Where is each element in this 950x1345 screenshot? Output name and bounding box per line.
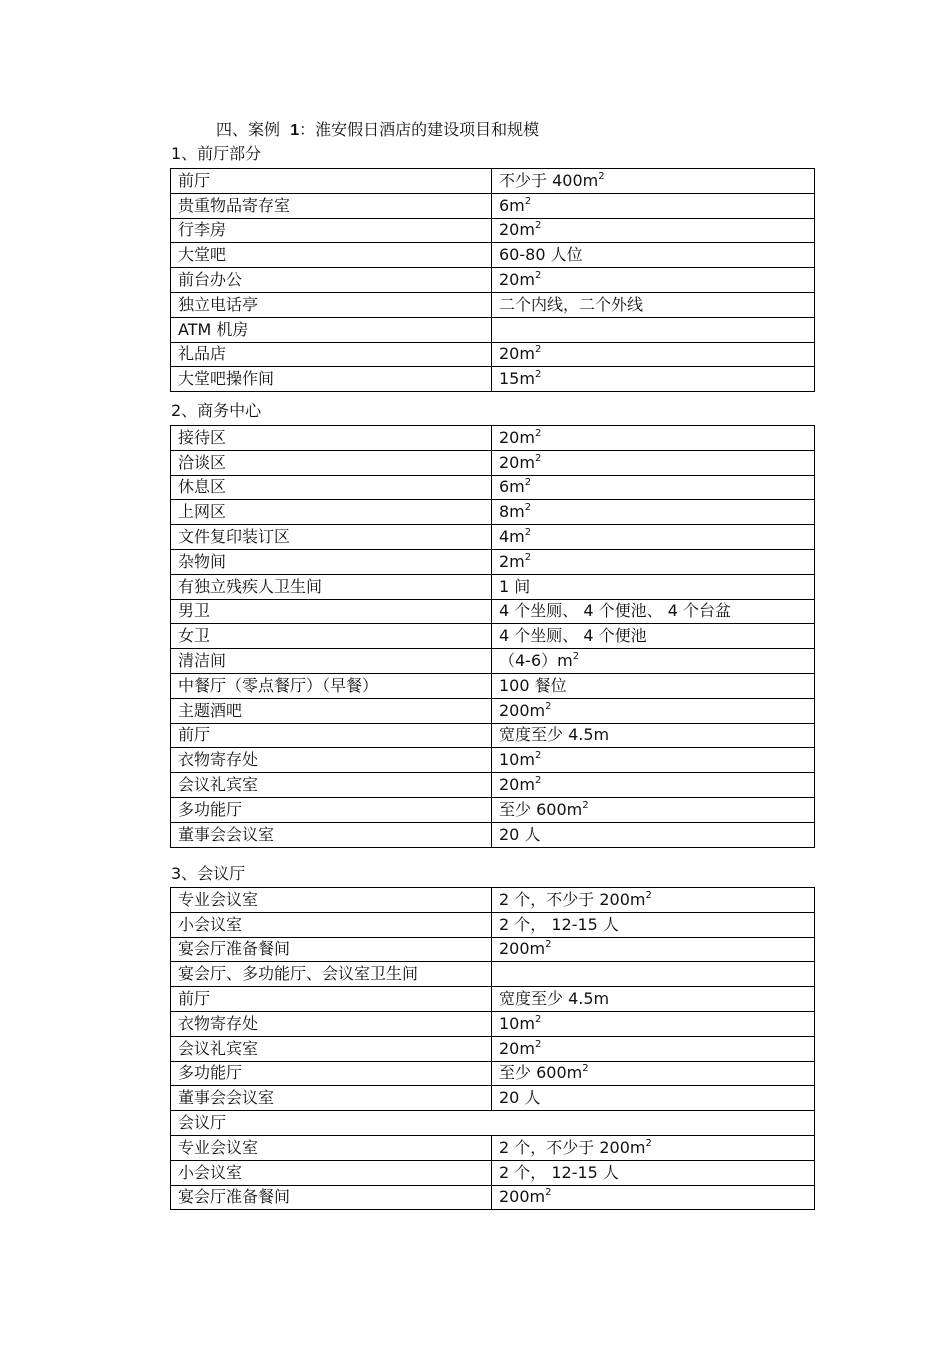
business-center-table: [170, 425, 815, 848]
room-name-cell: 杂物间: [171, 549, 492, 574]
table-row: [171, 888, 815, 913]
table-row: [171, 574, 815, 599]
room-name-cell: 男卫: [171, 599, 492, 624]
page-title: [216, 119, 539, 142]
room-name-cell: 小会议室: [171, 912, 492, 937]
room-name-cell: 多功能厅: [171, 1061, 492, 1086]
room-size-cell: [492, 525, 815, 550]
room-size-cell: [492, 268, 815, 293]
room-name-cell: ATM 机房: [171, 317, 492, 342]
title-text: ：淮安假日酒店的建设项目和规模: [299, 120, 540, 139]
room-size-cell: [492, 962, 815, 987]
room-size-cell: [492, 292, 815, 317]
room-size-value: 200m: [499, 700, 546, 720]
room-size-cell: [492, 367, 815, 392]
table-row: [171, 748, 815, 773]
room-name-cell: 洽谈区: [171, 450, 492, 475]
room-name-cell: 休息区: [171, 475, 492, 500]
table-row: [171, 962, 815, 987]
table-row: [171, 673, 815, 698]
table-row: [171, 698, 815, 723]
room-name-cell: 文件复印装订区: [171, 525, 492, 550]
room-size-cell: [492, 475, 815, 500]
unit-superscript: 2: [534, 270, 542, 282]
room-size-cell: [492, 599, 815, 624]
room-size-value: 20m: [499, 452, 535, 472]
table-row: [171, 549, 815, 574]
table-row: [171, 1061, 815, 1086]
unit-superscript: 2: [645, 889, 652, 901]
unit-superscript: 2: [524, 527, 532, 539]
table-row: [171, 525, 815, 550]
room-name-cell: 衣物寄存处: [171, 1011, 492, 1036]
table-row: [171, 1111, 815, 1136]
room-name-cell: 前厅: [171, 169, 492, 194]
room-size-cell: [492, 987, 815, 1012]
room-name-cell: 专业会议室: [171, 1135, 492, 1160]
room-name-cell: 宴会厅准备餐间: [171, 937, 492, 962]
unit-superscript: 2: [572, 651, 580, 663]
room-size-cell: [492, 169, 815, 194]
section-heading-front-office: 1、前厅部分: [171, 144, 262, 163]
unit-superscript: 2: [534, 1038, 542, 1050]
unit-superscript: 2: [598, 170, 605, 182]
room-name-cell: 礼品店: [171, 342, 492, 367]
table-row: [171, 773, 815, 798]
table-row: [171, 169, 815, 194]
room-size-cell: [492, 888, 815, 913]
room-size-value: 10m: [499, 1013, 535, 1033]
room-size-value: 20m: [499, 1038, 535, 1058]
room-name-cell: 女卫: [171, 624, 492, 649]
room-size-cell: [492, 773, 815, 798]
table-row: [171, 500, 815, 525]
room-name-cell: 有独立残疾人卫生间: [171, 574, 492, 599]
unit-superscript: 2: [534, 452, 542, 464]
room-size-cell: [492, 1185, 815, 1210]
room-size-value: 2 个，不少于 200m: [499, 889, 646, 909]
table-row: [171, 1011, 815, 1036]
room-name-cell: 专业会议室: [171, 888, 492, 913]
room-size-value: 2m: [499, 551, 525, 571]
table-row: [171, 723, 815, 748]
title-prefix: 四、案例: [216, 120, 281, 139]
room-name-cell: 董事会会议室: [171, 1086, 492, 1111]
room-size-value: 4 个坐厕、 4 个便池: [499, 626, 647, 646]
unit-superscript: 2: [545, 1187, 552, 1199]
room-name-cell: 大堂吧操作间: [171, 367, 492, 392]
table-row: [171, 912, 815, 937]
table-row: [171, 987, 815, 1012]
room-name-cell: 衣物寄存处: [171, 748, 492, 773]
room-size-value: 4 个坐厕、 4 个便池、 4 个台盆: [499, 601, 731, 621]
room-size-cell: [492, 342, 815, 367]
room-size-value: 2 个， 12-15 人: [499, 1162, 619, 1182]
table-row: [171, 367, 815, 392]
room-size-cell: [492, 649, 815, 674]
room-size-cell: [492, 937, 815, 962]
room-name-cell: 大堂吧: [171, 243, 492, 268]
room-size-cell: [492, 1061, 815, 1086]
room-name-cell: 接待区: [171, 426, 492, 451]
room-size-cell: [492, 317, 815, 342]
table-row: [171, 342, 815, 367]
room-size-value: 20 人: [499, 1088, 541, 1108]
room-size-cell: [492, 574, 815, 599]
table-row: [171, 475, 815, 500]
room-size-value: 10m: [499, 750, 535, 770]
room-name-cell: 小会议室: [171, 1160, 492, 1185]
front-office-table: [170, 168, 815, 392]
table-row: [171, 268, 815, 293]
unit-superscript: 2: [534, 220, 542, 232]
room-name-cell: 主题酒吧: [171, 698, 492, 723]
room-size-value: 2 个，不少于 200m: [499, 1137, 646, 1157]
room-name-cell: 独立电话亭: [171, 292, 492, 317]
table-row: [171, 649, 815, 674]
room-size-cell: [492, 1036, 815, 1061]
table-row: [171, 1036, 815, 1061]
room-size-value: 1 间: [499, 576, 531, 596]
table-row: [171, 624, 815, 649]
room-name-cell: 行李房: [171, 218, 492, 243]
room-name-cell: 会议礼宾室: [171, 773, 492, 798]
table-row: [171, 317, 815, 342]
room-size-value: 20m: [499, 220, 535, 240]
unit-superscript: 2: [545, 939, 552, 951]
unit-superscript: 2: [582, 799, 589, 811]
room-size-value: 6m: [499, 477, 525, 497]
room-size-cell: [492, 698, 815, 723]
room-name-cell: 中餐厅（零点餐厅）（早餐）: [171, 673, 492, 698]
room-size-value: 15m: [499, 369, 535, 389]
room-size-cell: [492, 1160, 815, 1185]
table-row: [171, 218, 815, 243]
room-size-value: 2 个， 12-15 人: [499, 914, 619, 934]
room-size-value: 20 人: [499, 824, 541, 844]
table-row: [171, 822, 815, 847]
room-size-value: 4m: [499, 527, 525, 547]
room-size-value: 200m: [499, 939, 546, 959]
room-size-cell: [492, 748, 815, 773]
table-row: [171, 1185, 815, 1210]
room-size-value: 二个内线，二个外线: [499, 294, 644, 314]
unit-superscript: 2: [534, 1013, 542, 1025]
room-size-value: 至少 600m: [499, 1063, 583, 1083]
room-size-cell: [492, 243, 815, 268]
room-size-cell: [492, 549, 815, 574]
table-row: [171, 599, 815, 624]
room-name-cell: 前台办公: [171, 268, 492, 293]
table-row: [171, 1135, 815, 1160]
room-size-cell: [492, 193, 815, 218]
unit-superscript: 2: [524, 477, 532, 489]
room-size-value: 20m: [499, 270, 535, 290]
room-name-cell: 会议礼宾室: [171, 1036, 492, 1061]
room-size-value: 至少 600m: [499, 799, 583, 819]
unit-superscript: 2: [534, 369, 542, 381]
room-size-cell: [492, 218, 815, 243]
unit-superscript: 2: [545, 700, 552, 712]
unit-superscript: 2: [645, 1137, 652, 1149]
section-heading-conference: 3、会议厅: [171, 864, 246, 883]
unit-superscript: 2: [582, 1063, 589, 1075]
room-size-cell: [492, 1086, 815, 1111]
room-size-cell: [492, 912, 815, 937]
table-row: [171, 1086, 815, 1111]
unit-superscript: 2: [524, 551, 532, 563]
room-name-cell: 贵重物品寄存室: [171, 193, 492, 218]
room-size-cell: [492, 723, 815, 748]
room-size-cell: [492, 822, 815, 847]
room-size-value: 宽度至少 4.5m: [499, 725, 610, 745]
room-size-cell: [492, 426, 815, 451]
room-size-cell: [492, 1135, 815, 1160]
room-name-cell: 董事会会议室: [171, 822, 492, 847]
room-size-value: 20m: [499, 427, 535, 447]
table-row: [171, 193, 815, 218]
room-size-value: （4-6）m: [499, 651, 573, 671]
unit-superscript: 2: [524, 195, 532, 207]
section-heading-business-center: 2、商务中心: [171, 401, 262, 420]
unit-superscript: 2: [524, 502, 532, 514]
room-size-value: 60-80 人位: [499, 245, 583, 265]
room-size-cell: [492, 797, 815, 822]
table-row: [171, 937, 815, 962]
room-size-value: 6m: [499, 195, 525, 215]
room-size-cell: [492, 624, 815, 649]
room-size-value: 20m: [499, 344, 535, 364]
room-size-value: 宽度至少 4.5m: [499, 989, 610, 1009]
room-name-cell: 多功能厅: [171, 797, 492, 822]
room-size-cell: [492, 1011, 815, 1036]
room-size-value: 不少于 400m: [499, 170, 599, 190]
table-row: [171, 243, 815, 268]
room-name-cell: 前厅: [171, 987, 492, 1012]
room-name-cell: 前厅: [171, 723, 492, 748]
table-row: [171, 450, 815, 475]
room-size-cell: [492, 673, 815, 698]
conference-table: [170, 887, 815, 1210]
table-row: [171, 797, 815, 822]
unit-superscript: 2: [534, 775, 542, 787]
room-size-cell: [492, 500, 815, 525]
room-name-cell: 上网区: [171, 500, 492, 525]
room-name-cell: 宴会厅准备餐间: [171, 1185, 492, 1210]
unit-superscript: 2: [534, 344, 542, 356]
table-row: [171, 1160, 815, 1185]
room-name-cell: 宴会厅、多功能厅、会议室卫生间: [171, 962, 492, 987]
unit-superscript: 2: [534, 427, 542, 439]
title-number: 1: [290, 122, 300, 139]
room-size-value: 200m: [499, 1187, 546, 1207]
room-size-value: 8m: [499, 502, 525, 522]
room-name-cell: 会议厅: [171, 1111, 815, 1136]
table-row: [171, 292, 815, 317]
room-name-cell: 清洁间: [171, 649, 492, 674]
room-size-value: 100 餐位: [499, 675, 567, 695]
room-size-cell: [492, 450, 815, 475]
unit-superscript: 2: [534, 750, 542, 762]
room-size-value: 20m: [499, 775, 535, 795]
table-row: [171, 426, 815, 451]
